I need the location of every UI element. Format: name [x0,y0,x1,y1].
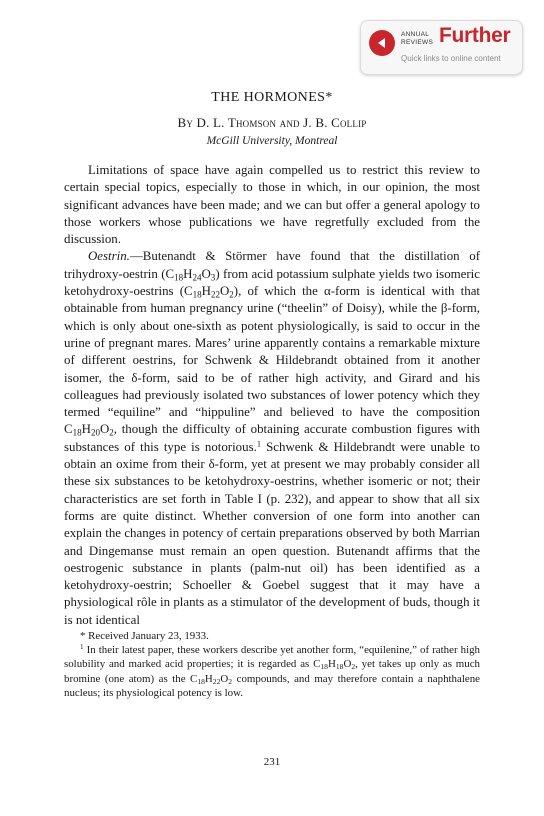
article-byline: By D. L. Thomson and J. B. Collip [177,115,367,130]
footnote-1: $^1$ In their latest paper, these workers describe yet another form, “equilenine,” of rather high solubility and marked acid properties; it is regarded as $C_{18}H_{18}O_2$, yet takes up only as much bromine (one atom) as the $C_{18}H_{22}O_2$ compounds, and may therefore contain a naphthalene nucleus; its physiological potency is low. [64,643,480,699]
further-brand: Further [439,24,511,47]
footnotes [64,629,480,700]
publisher-name: ANNUAL REVIEWS [401,31,434,46]
paragraph-intro: Limitations of space have again compelled us to restrict this review to certain special topics, especially to those in which, in our opinion, the most significant advances have been made; and we can but offer a general apology to those workers whose publications we have regretfully excluded from the discussion. [64,163,480,247]
footnote-ref-1[interactable]: 1 [256,439,261,449]
badge-tagline: Quick links to online content [401,54,501,63]
article-body [64,162,480,629]
page-number: 231 [263,756,281,768]
author-affiliation: McGill University, Montreal [206,135,338,147]
further-badge[interactable] [360,20,523,75]
section-heading-oestrin: Oestrin. [88,249,130,264]
play-arrow-icon [369,30,395,56]
article-title: THE HORMONES* [211,90,333,105]
paragraph-oestrin: Oestrin.—Butenandt & Störmer have found that the distillation of trihydroxy-oestrin $(C_{18}H_{24}O_3)$ from acid potassium sulphate yields two isomeric ketohydroxy-oestrins $(C_{18}H_{22}O_2)$, of which the α-form is identical with that obtainable from human pregnancy urine (“theelin” of Doisy), while the β-form, which is only about one-sixth as potent physiologically, is said to occur in the urine of pregnant mares. Mares’ urine apparently contains a remarkable mixture of different oestrins, for Schwenk & Hildebrandt obtained from it another isomer, the δ-form, said to be of rather high activity, and Girard and his colleagues had previously isolated two substances of lower potency which they termed “equiline” and “hippuline” and believed to have the composition $C_{18}H_{20}O_2$, though the difficulty of obtaining accurate combustion figures with substances of this type is notorious.$^1$ Schwenk & Hildebrandt were unable to obtain an oxime from their δ-form, yet at present we may probably consider all these six substances to be ketohydroxy-oestrins, whether isomeric or not; their characteristics are set forth in Table I (p. 232), and appear to show that all six forms are quite distinct. Whether conversion of one form into another can explain the changes in potency of certain preparations observed by both Marrian and Dingemanse must remain an open question. Butenandt affirms that the oestrogenic substance in plants (palm-nut oil) has been identified as a ketohydroxy-oestrin; Schoeller & Goebel suggest that it may have a physiological rôle in plants as a stimulator of the development of buds, though it is not identical [64,249,481,627]
footnote-received: * Received January 23, 1933. [80,630,209,642]
